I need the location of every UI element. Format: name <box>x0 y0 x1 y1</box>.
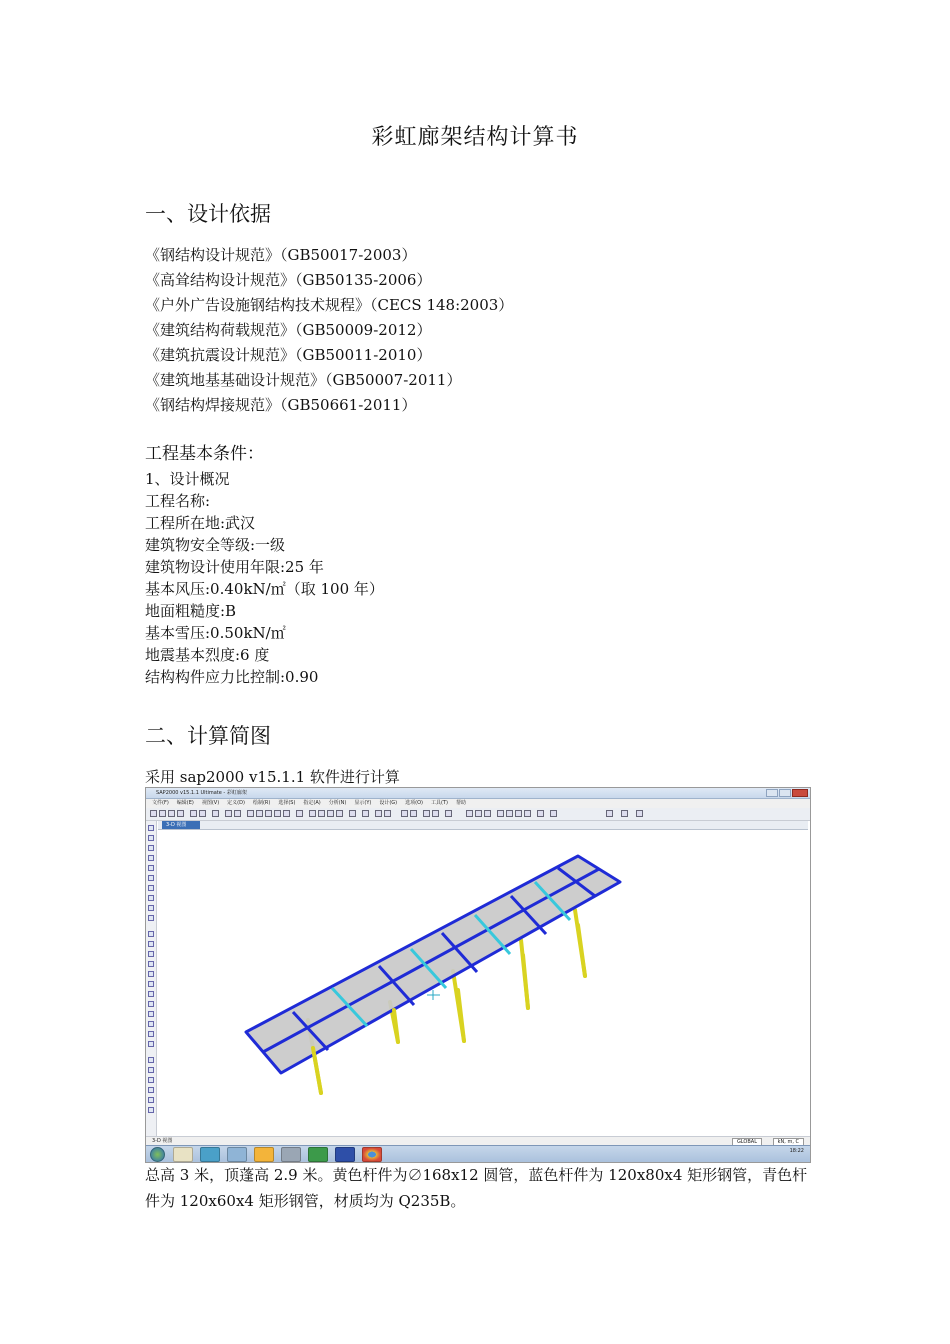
standard-item: 《钢结构设计规范》（GB50017-2003） <box>145 246 417 264</box>
zoom-window-icon[interactable] <box>265 810 272 817</box>
tab-3d-view[interactable]: 3-D 视图 <box>162 821 200 829</box>
zoom-in-icon[interactable] <box>247 810 254 817</box>
replicate-icon[interactable] <box>148 1107 154 1113</box>
show-deformed-icon[interactable] <box>423 810 430 817</box>
main-toolbar <box>146 808 810 821</box>
menu-draw[interactable]: 绘制(R) <box>252 800 271 806</box>
menu-display[interactable]: 显示(Y) <box>354 800 372 806</box>
menu-assign[interactable]: 指定(A) <box>303 800 321 806</box>
zoom-out-icon[interactable] <box>256 810 263 817</box>
left-toolbar <box>146 821 157 1136</box>
select-all-icon[interactable] <box>148 931 154 937</box>
xyz-icon[interactable] <box>148 1057 154 1063</box>
column <box>523 955 528 1008</box>
draw-brace-icon[interactable] <box>148 875 154 881</box>
close-icon[interactable] <box>792 789 808 797</box>
menu-file[interactable]: 文件(F) <box>152 800 169 806</box>
pan-icon[interactable] <box>296 810 303 817</box>
snap-intersection-icon[interactable] <box>148 1011 154 1017</box>
clock-time: 18:22 <box>789 1148 804 1154</box>
menu-define[interactable]: 定义(D) <box>227 800 245 806</box>
move-down-icon[interactable] <box>384 810 391 817</box>
condition-item: 基本风压:0.40kN/㎡（取 100 年） <box>145 580 384 598</box>
app-icon[interactable] <box>335 1147 355 1162</box>
condition-item: 建筑物设计使用年限:25 年 <box>145 558 324 576</box>
snap-fine-grid-icon[interactable] <box>148 1041 154 1047</box>
software-line: 采用 sap2000 v15.1.1 软件进行计算 <box>145 768 400 786</box>
sap2000-screenshot <box>145 787 811 1163</box>
system-clock <box>790 1148 804 1154</box>
snap-joint-icon[interactable] <box>148 981 154 987</box>
document-title: 彩虹廊架结构计算书 <box>371 125 579 150</box>
show-loads-icon[interactable] <box>410 810 417 817</box>
explorer-icon[interactable] <box>173 1147 193 1162</box>
menu-edit[interactable]: 编辑(E) <box>176 800 194 806</box>
media-icon[interactable] <box>200 1147 220 1162</box>
window-titlebar <box>146 788 810 799</box>
section1-heading: 一、设计依据 <box>145 202 271 226</box>
reshape-icon[interactable] <box>148 835 154 841</box>
condition-item: 1、设计概况 <box>145 470 230 488</box>
condition-item: 结构构件应力比控制:0.90 <box>145 668 319 686</box>
condition-item: 工程名称: <box>145 492 211 510</box>
print-icon[interactable] <box>177 810 184 817</box>
perspective-icon[interactable] <box>362 810 369 817</box>
condition-item: 地面粗糙度:B <box>145 602 237 620</box>
lock-icon[interactable] <box>225 810 232 817</box>
condition-item: 建筑物安全等级:一级 <box>145 536 286 554</box>
undo-icon[interactable] <box>190 810 197 817</box>
move-up-icon[interactable] <box>375 810 382 817</box>
view-tab-bar <box>158 821 808 830</box>
condition-item: 基本雪压:0.50kN/㎡ <box>145 624 286 642</box>
view-yz-icon[interactable] <box>336 810 343 817</box>
rotate-icon[interactable] <box>349 810 356 817</box>
frame-icon[interactable] <box>466 810 473 817</box>
show-forces-icon[interactable] <box>432 810 439 817</box>
new-icon[interactable] <box>150 810 157 817</box>
view-xz-icon[interactable] <box>327 810 334 817</box>
menu-help[interactable]: 帮助 <box>455 800 466 806</box>
standard-item: 《钢结构焊接规范》（GB50661-2011） <box>145 396 417 414</box>
select-line-icon[interactable] <box>148 971 154 977</box>
axis-triad-icon <box>427 990 440 1000</box>
standard-item: 《高耸结构设计规范》（GB50135-2006） <box>145 271 432 289</box>
merge-icon[interactable] <box>148 1087 154 1093</box>
excel-icon[interactable] <box>308 1147 328 1162</box>
condition-item: 地震基本烈度:6 度 <box>145 646 270 664</box>
redo-icon[interactable] <box>199 810 206 817</box>
open-icon[interactable] <box>159 810 166 817</box>
quick-frame-icon[interactable] <box>148 865 154 871</box>
menu-analyze[interactable]: 分析(N) <box>328 800 347 806</box>
zoom-previous-icon[interactable] <box>274 810 281 817</box>
show-stress-icon[interactable] <box>445 810 452 817</box>
measure-icon[interactable] <box>537 810 544 817</box>
column <box>394 1010 398 1042</box>
units-select[interactable]: kN, m, C <box>773 1138 804 1147</box>
draw-point-icon[interactable] <box>148 845 154 851</box>
chrome-icon[interactable] <box>362 1147 382 1162</box>
snap-perpendicular-icon[interactable] <box>148 1021 154 1027</box>
snap-line-icon[interactable] <box>148 991 154 997</box>
standard-item: 《户外广告设施钢结构技术规程》（CECS 148:2003） <box>145 296 514 314</box>
caption-paragraph: 总高 3 米，顶蓬高 2.9 米。黄色杆件为∅168x12 圆管，蓝色杆件为 120x80x4 矩形钢管，青色杆件为 120x60x4 矩形钢管，材质均为 Q235B。 <box>145 1166 808 1210</box>
extrude-icon[interactable] <box>148 1067 154 1073</box>
standard-item: 《建筑结构荷载规范》（GB50009-2012） <box>145 321 432 339</box>
window-controls <box>766 789 808 797</box>
snap-grid-icon[interactable] <box>148 1031 154 1037</box>
zoom-fit-icon[interactable] <box>283 810 290 817</box>
maximize-icon[interactable] <box>779 789 791 797</box>
view-xy-icon[interactable] <box>318 810 325 817</box>
standard-item: 《建筑抗震设计规范》（GB50011-2010） <box>145 346 432 364</box>
drive-icon[interactable] <box>281 1147 301 1162</box>
menu-options[interactable]: 选项(O) <box>405 800 423 806</box>
clear-selection-icon[interactable] <box>148 951 154 957</box>
divide-icon[interactable] <box>148 1077 154 1083</box>
condition-item: 工程所在地:武汉 <box>145 514 256 532</box>
view-3d-icon[interactable] <box>309 810 316 817</box>
draw-area-icon[interactable] <box>148 885 154 891</box>
menu-select[interactable]: 选择(S) <box>278 800 296 806</box>
area-icon[interactable] <box>497 810 504 817</box>
refresh-icon[interactable] <box>212 810 219 817</box>
table-icon[interactable] <box>515 810 522 817</box>
run-icon[interactable] <box>234 810 241 817</box>
minimize-icon[interactable] <box>766 789 778 797</box>
model-viewport[interactable] <box>157 830 809 1136</box>
standard-item: 《建筑地基基础设计规范》（GB50007-2011） <box>145 371 462 389</box>
draw-frame-icon[interactable] <box>148 855 154 861</box>
menu-tools[interactable]: 工具(T) <box>430 800 448 806</box>
column <box>578 925 585 976</box>
cable-icon[interactable] <box>475 810 482 817</box>
show-undeformed-icon[interactable] <box>401 810 408 817</box>
pointer-icon[interactable] <box>148 825 154 831</box>
start-orb-icon[interactable] <box>150 1147 165 1162</box>
quick-area-icon[interactable] <box>148 905 154 911</box>
design-icon[interactable] <box>606 810 613 817</box>
coord-system-select[interactable]: GLOBAL <box>732 1138 762 1147</box>
sap2000-icon[interactable] <box>254 1147 274 1162</box>
snap-middle-icon[interactable] <box>148 1001 154 1007</box>
join-icon[interactable] <box>148 1097 154 1103</box>
menu-design[interactable]: 设计(G) <box>379 800 398 806</box>
draw-solid-icon[interactable] <box>148 915 154 921</box>
draw-rect-area-icon[interactable] <box>148 895 154 901</box>
select-previous-icon[interactable] <box>148 941 154 947</box>
intersect-line-icon[interactable] <box>148 961 154 967</box>
display-icon[interactable] <box>621 810 628 817</box>
graph-icon[interactable] <box>524 810 531 817</box>
conditions-heading: 工程基本条件： <box>145 444 264 464</box>
status-view-label: 3-D 视图 <box>152 1138 173 1144</box>
section2-heading: 二、计算简图 <box>145 724 271 748</box>
save-icon[interactable] <box>168 810 175 817</box>
options-icon[interactable] <box>636 810 643 817</box>
menu-bar <box>146 799 810 808</box>
window-title: SAP2000 v15.1.1 Ultimate - 彩虹廊架 <box>156 790 247 796</box>
menu-view[interactable]: 视图(V) <box>201 800 220 806</box>
tendon-icon[interactable] <box>484 810 491 817</box>
folder-icon[interactable] <box>227 1147 247 1162</box>
solid-icon[interactable] <box>506 810 513 817</box>
help-icon[interactable] <box>550 810 557 817</box>
structure-model <box>157 830 809 1136</box>
windows-taskbar <box>146 1145 810 1163</box>
column <box>313 1048 321 1093</box>
